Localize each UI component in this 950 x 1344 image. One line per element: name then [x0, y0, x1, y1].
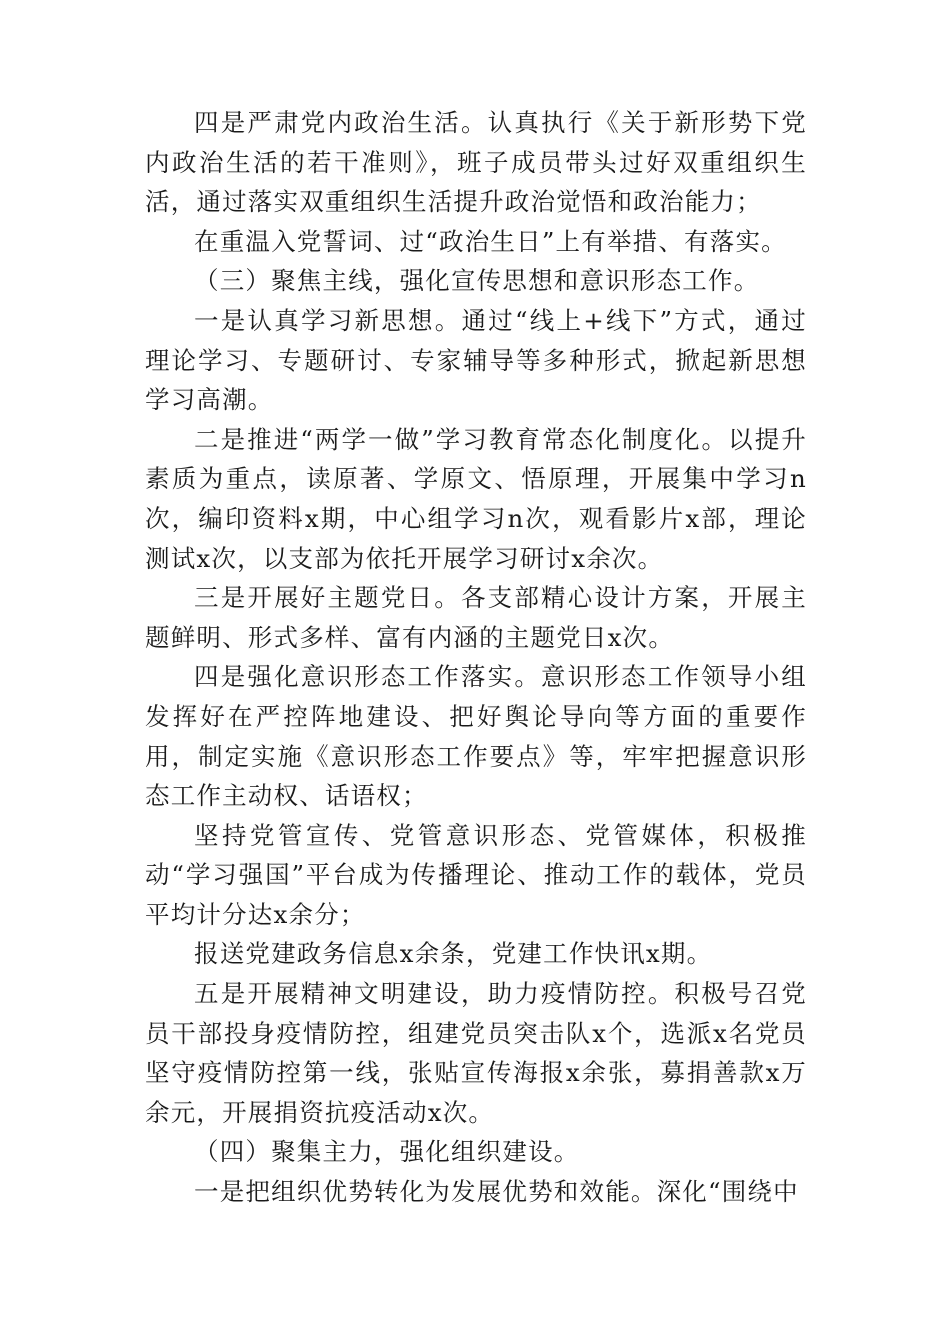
paragraph-two-studies: 二是推进“两学一做”学习教育常态化制度化。以提升素质为重点，读原著、学原文、悟原理，开展集中学习n次，编印资料x期，中心组学习n次，观看影片x部，理论测试x次，以支部为依托开展学习研讨x余次。	[145, 424, 807, 573]
paragraph-political-life: 四是严肃党内政治生活。认真执行《关于新形势下党内政治生活的若干准则》，班子成员带头过好双重组织生活，通过落实双重组织生活提升政治觉悟和政治能力；	[145, 108, 807, 217]
paragraph-media: 坚持党管宣传、党管意识形态、党管媒体，积极推动“学习强国”平台成为传播理论、推动工作的载体，党员平均计分达x余分；	[145, 820, 807, 929]
paragraph-ideology: 四是强化意识形态工作落实。意识形态工作领导小组发挥好在严控阵地建设、把好舆论导向等方面的重要作用，制定实施《意识形态工作要点》等，牢牢把握意识形态工作主动权、话语权；	[145, 662, 807, 811]
section-heading-3: （三）聚焦主线，强化宣传思想和意识形态工作。	[194, 266, 760, 296]
paragraph-new-thought: 一是认真学习新思想。通过“线上+线下”方式，通过理论学习、专题研讨、专家辅导等多种形式，掀起新思想学习高潮。	[145, 305, 807, 415]
paragraph-oath: 在重温入党誓词、过“政治生日”上有举措、有落实。	[194, 226, 787, 256]
paragraph-reports: 报送党建政务信息x余条，党建工作快讯x期。	[194, 939, 713, 969]
paragraph-epidemic: 五是开展精神文明建设，助力疫情防控。积极号召党员干部投身疫情防控，组建党员突击队x个，选派x名党员坚守疫情防控第一线，张贴宣传海报x余张，募捐善款x万余元，开展捐资抗疫活动x次。	[145, 979, 807, 1127]
paragraph-party-day: 三是开展好主题党日。各支部精心设计方案，开展主题鲜明、形式多样、富有内涵的主题党日x次。	[145, 583, 807, 652]
section-heading-4: （四）聚集主力，强化组织建设。	[194, 1137, 580, 1167]
document-body	[145, 103, 807, 1212]
paragraph-organization: 一是把组织优势转化为发展优势和效能。深化“围绕中	[194, 1177, 799, 1207]
